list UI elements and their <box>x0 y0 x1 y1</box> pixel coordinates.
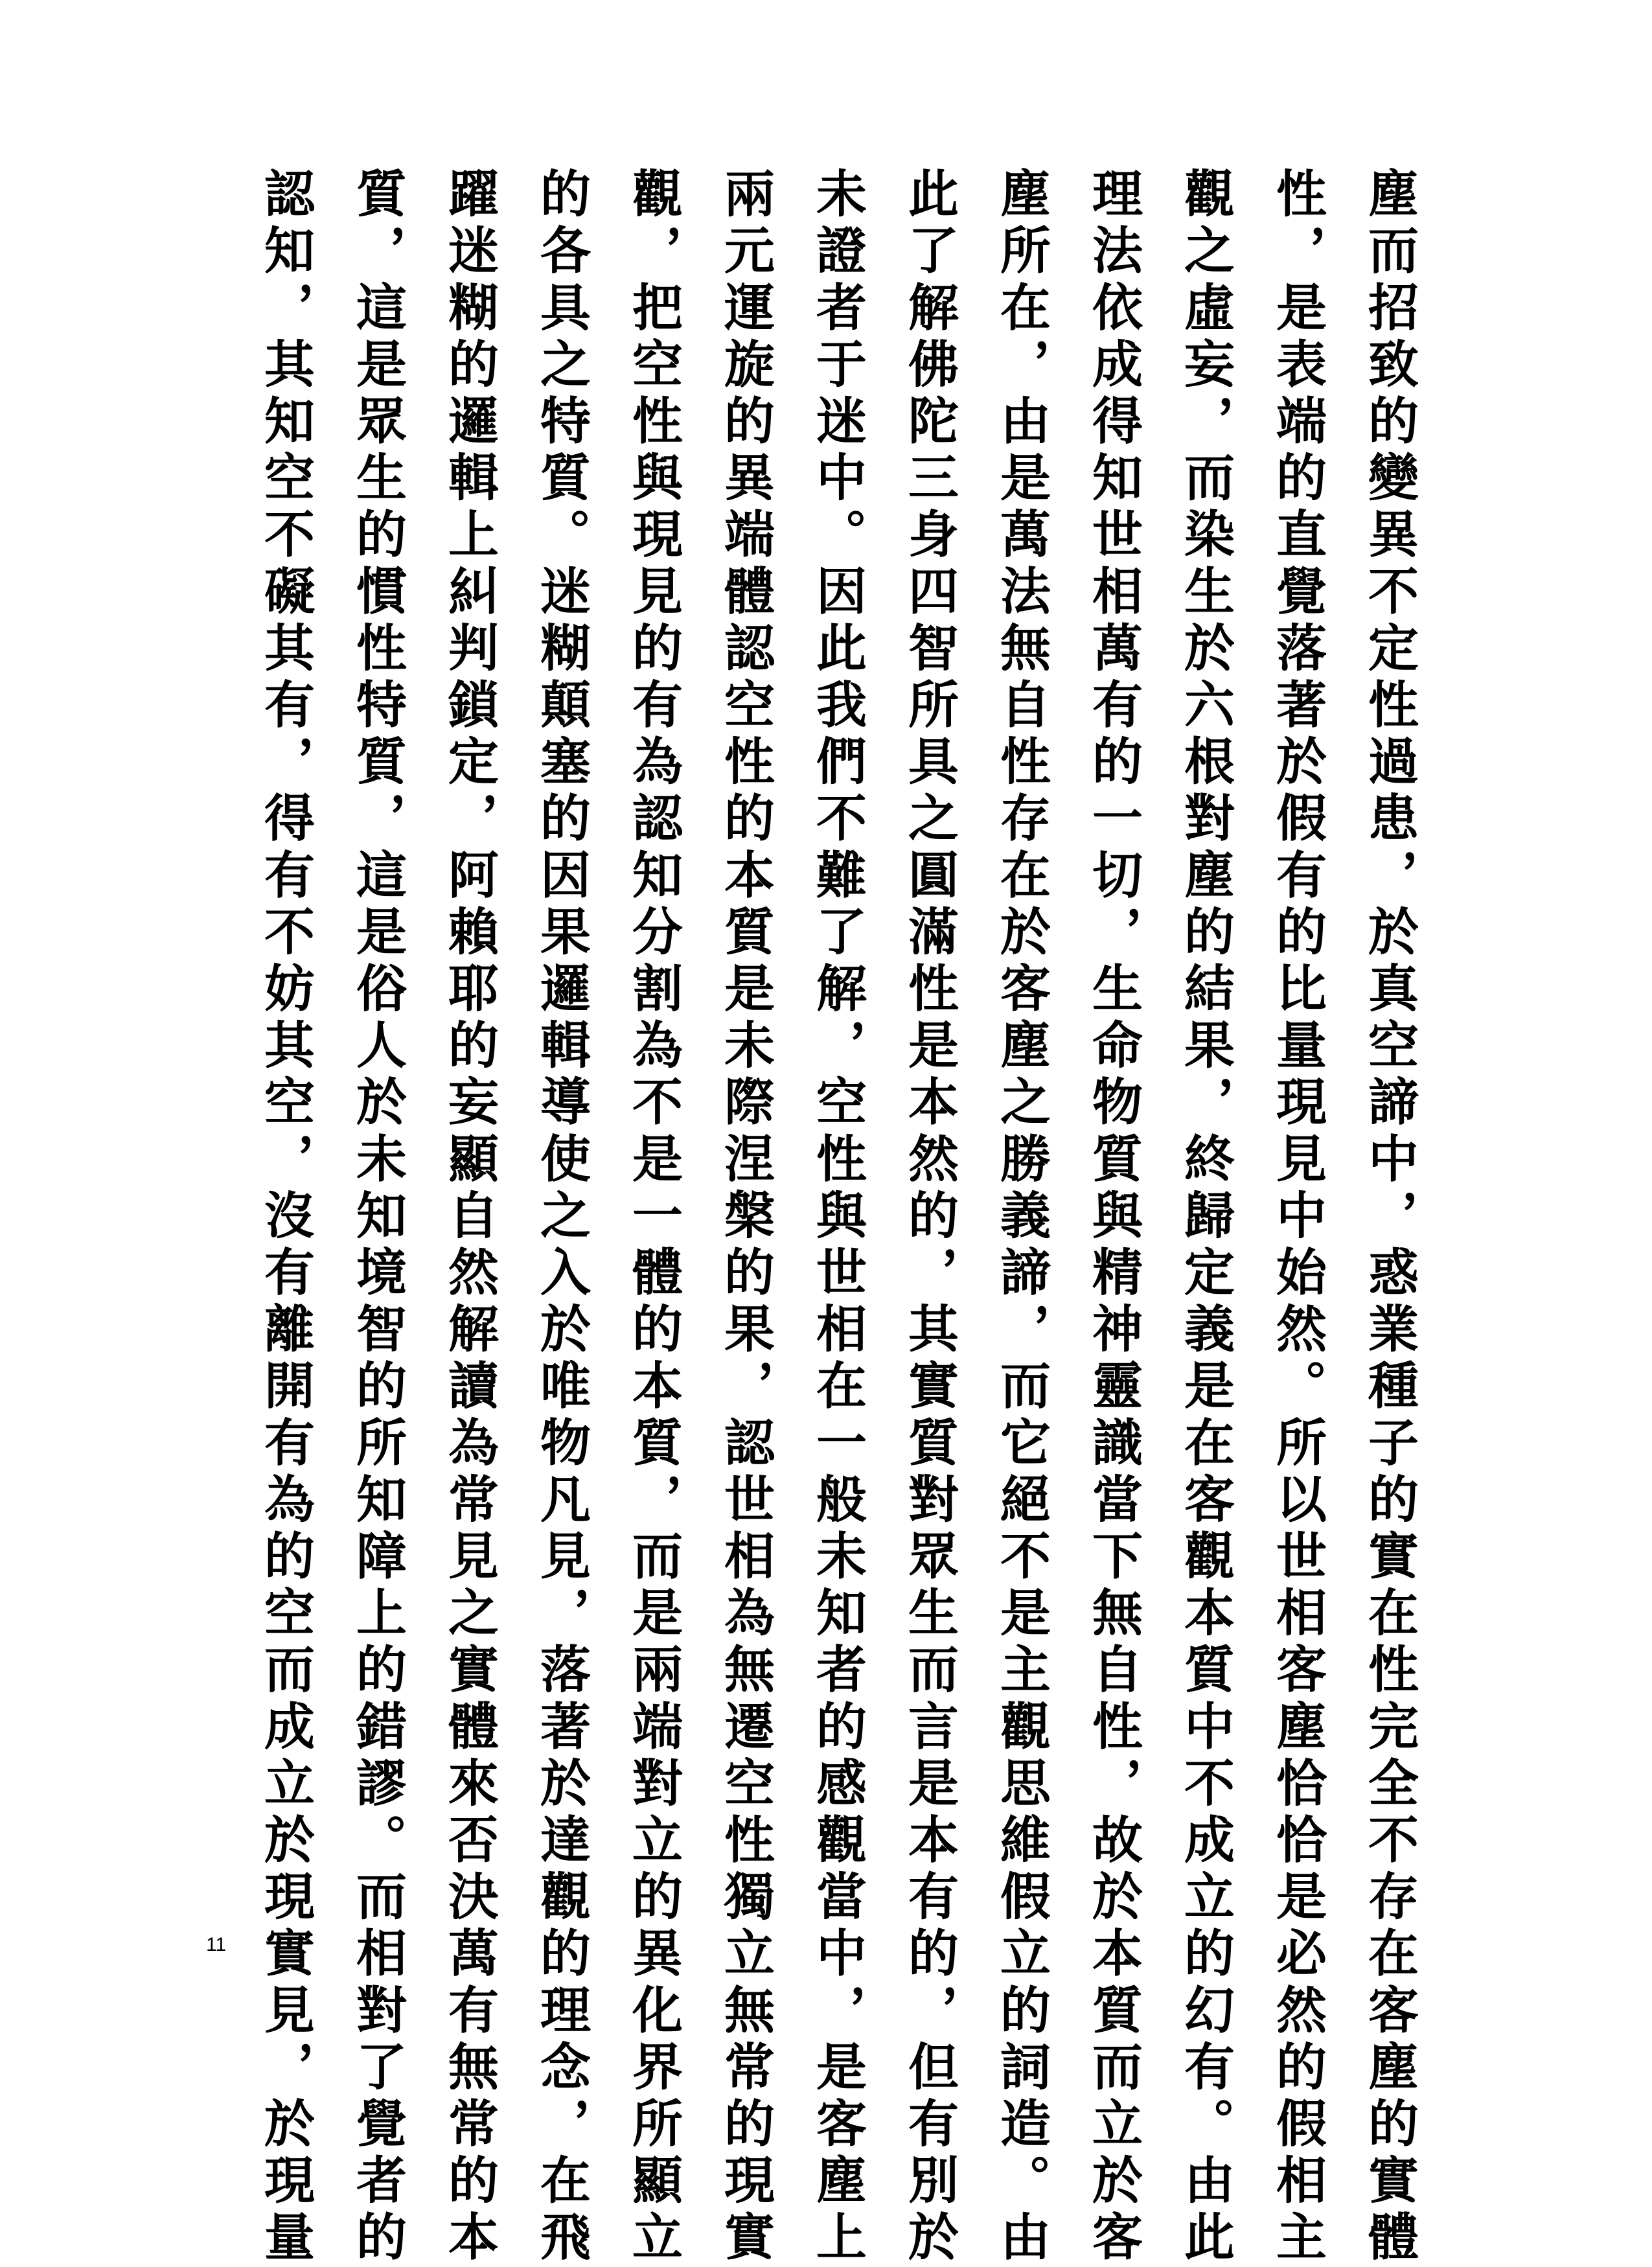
text-column-9: 觀，把空性與現見的有為認知分割為不是一體的本質，而是兩端對立的異化界所顯立 <box>624 167 683 2267</box>
text-column-3: 觀之虛妄，而染生於六根對塵的結果，終歸定義是在客觀本質中不成立的幻有。由此 <box>1176 167 1235 2267</box>
text-column-10: 的各具之特質。迷糊顛塞的因果邏輯導使之入於唯物凡見，落著於達觀的理念，在飛 <box>532 167 591 2267</box>
text-column-2: 性，是表端的直覺落著於假有的比量現見中始然。所以世相客塵恰恰是必然的假相主 <box>1268 167 1327 2267</box>
text-column-1: 塵而招致的變異不定性過患，於真空諦中，惑業種子的實在性完全不存在客塵的實體 <box>1360 167 1419 2267</box>
page-number: 11 <box>206 1934 227 1955</box>
text-column-6: 此了解佛陀三身四智所具之圓滿性是本然的，其實質對眾生而言是本有的，但有別於 <box>900 167 959 2267</box>
text-column-4: 理法依成得知世相萬有的一切，生命物質與精神靈識當下無自性，故於本質而立於客 <box>1084 167 1143 2267</box>
text-column-11: 躍迷糊的邏輯上糾判鎖定，阿賴耶的妄顯自然解讀為常見之實體來否決萬有無常的本 <box>440 167 499 2267</box>
text-column-8: 兩元運旋的異端體認空性的本質是未際涅槃的果，認世相為無遷空性獨立無常的現實 <box>716 167 775 2267</box>
text-column-13: 認知，其知空不礙其有，得有不妨其空，沒有離開有為的空而成立於現實見，於現量 <box>256 167 315 2267</box>
text-column-5: 塵所在，由是萬法無自性存在於客塵之勝義諦，而它絕不是主觀思維假立的詞造。由 <box>992 167 1051 2267</box>
text-column-12: 質，這是眾生的慣性特質，這是俗人於未知境智的所知障上的錯謬。而相對了覺者的 <box>348 167 407 2267</box>
text-column-7: 未證者于迷中。因此我們不難了解，空性與世相在一般未知者的感觀當中，是客塵上 <box>808 167 867 2267</box>
vertical-text-body <box>239 167 1435 2267</box>
